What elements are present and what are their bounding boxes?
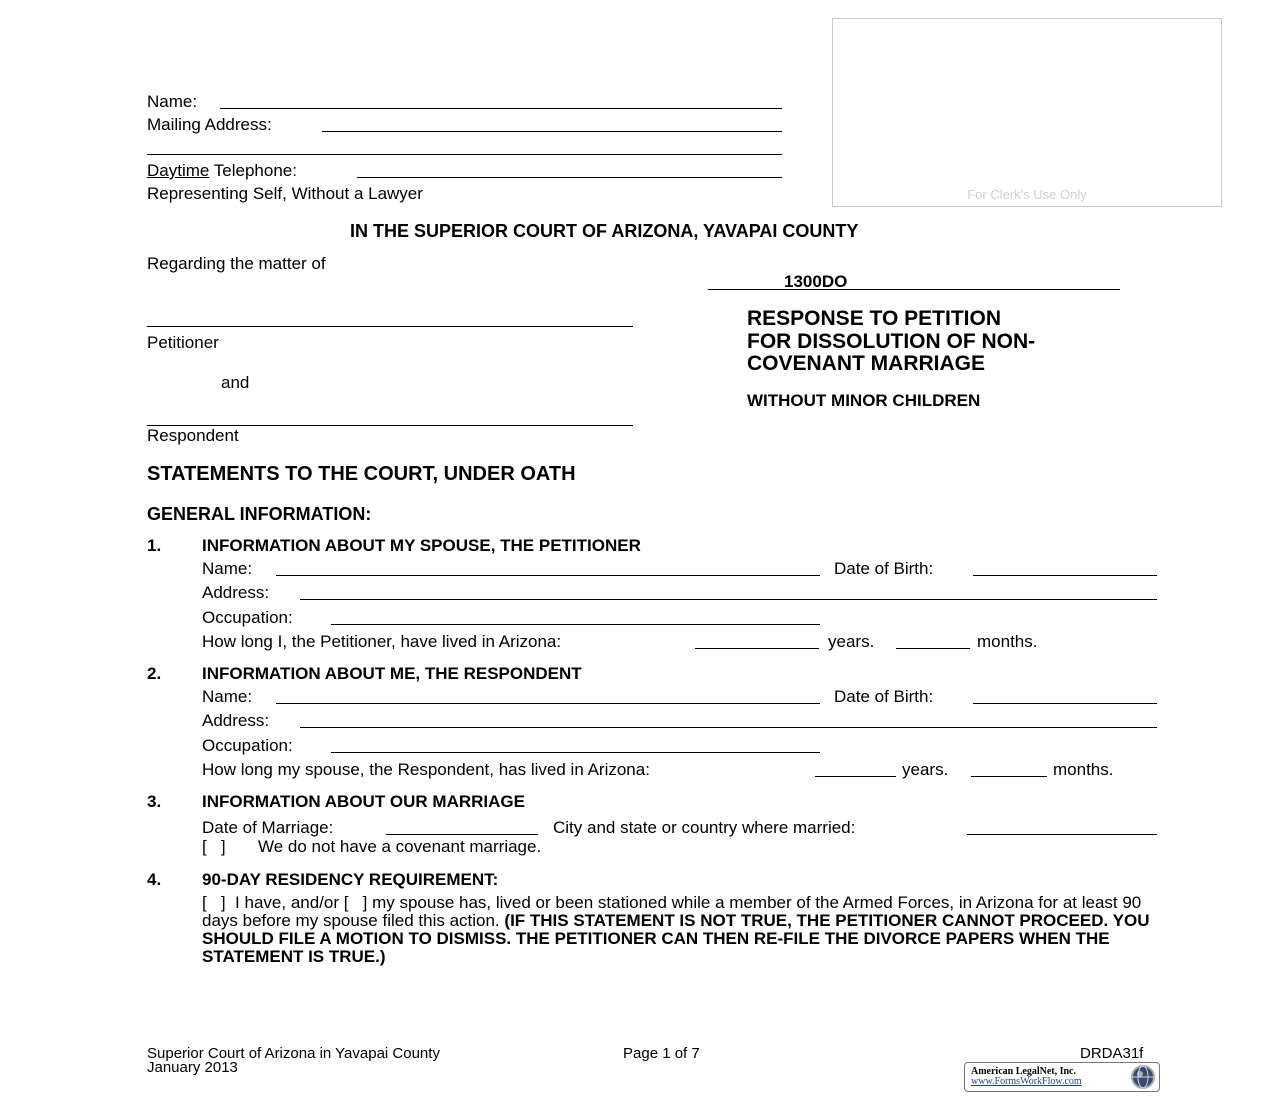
marriage-place-field[interactable]: [967, 834, 1157, 835]
covenant-checkbox[interactable]: [ ]: [202, 837, 226, 856]
mailing-address-field-2[interactable]: [147, 154, 782, 155]
section-3-title: INFORMATION ABOUT OUR MARRIAGE: [202, 792, 525, 811]
s2-address-label: Address:: [202, 711, 270, 730]
s2-years-field[interactable]: [815, 776, 896, 777]
daytime-text: Daytime: [147, 161, 210, 180]
and-text: and: [221, 373, 250, 392]
case-number-field[interactable]: [708, 289, 1120, 290]
mailing-address-label: Mailing Address:: [147, 115, 272, 134]
residency-warning: (IF THIS STATEMENT IS NOT TRUE, THE PETITIONER CANNOT PROCEED. YOU SHOULD FILE A MOTION TO DISMISS. THE PETITIONER CAN THEN RE-FILE THE DIVORCE PAPERS WHEN THE STATEMENT IS TRUE.): [202, 911, 1150, 966]
residency-statement: [202, 894, 1157, 966]
covenant-text: We do not have a covenant marriage.: [258, 837, 542, 856]
footer-code: DRDA31f: [1080, 1045, 1144, 1062]
representing-text: Representing Self, Without a Lawyer: [147, 184, 423, 203]
s1-howlong-label: How long I, the Petitioner, have lived in Arizona:: [202, 632, 562, 651]
section-2-title: INFORMATION ABOUT ME, THE RESPONDENT: [202, 664, 582, 683]
doc-title-line-3: COVENANT MARRIAGE: [747, 352, 986, 375]
s2-months-field[interactable]: [971, 776, 1047, 777]
court-title: IN THE SUPERIOR COURT OF ARIZONA, YAVAPAI COUNTY: [350, 221, 859, 241]
footer-page: Page 1 of 7: [623, 1045, 700, 1062]
s2-howlong-label: How long my spouse, the Respondent, has lived in Arizona:: [202, 760, 650, 779]
section-4-number: 4.: [147, 870, 162, 889]
footer-court: Superior Court of Arizona in Yavapai County: [147, 1045, 440, 1062]
doc-subtitle: WITHOUT MINOR CHILDREN: [747, 391, 981, 410]
globe-icon: [1130, 1064, 1156, 1090]
s2-dob-field[interactable]: [973, 703, 1157, 704]
respondent-label: Respondent: [147, 426, 239, 445]
s1-name-label: Name:: [202, 559, 253, 578]
name-label: Name:: [147, 92, 198, 111]
s1-dob-field[interactable]: [973, 575, 1157, 576]
section-1-title: INFORMATION ABOUT MY SPOUSE, THE PETITIONER: [202, 536, 641, 555]
section-1-number: 1.: [147, 536, 162, 555]
s2-months-label: months.: [1053, 760, 1114, 779]
name-field[interactable]: [220, 108, 782, 109]
legalnet-logo[interactable]: [964, 1062, 1160, 1092]
telephone-field[interactable]: [357, 177, 782, 178]
s1-name-field[interactable]: [276, 575, 820, 576]
statements-heading: STATEMENTS TO THE COURT, UNDER OATH: [147, 463, 576, 485]
s2-name-field[interactable]: [276, 703, 820, 704]
doc-title-line-1: RESPONSE TO PETITION: [747, 307, 1001, 330]
clerk-use-box: [832, 18, 1222, 207]
petitioner-field[interactable]: [147, 326, 633, 327]
s2-years-label: years.: [902, 760, 949, 779]
section-2-number: 2.: [147, 664, 162, 683]
logo-url[interactable]: www.FormsWorkFlow.com: [971, 1076, 1082, 1087]
general-info-heading: GENERAL INFORMATION:: [147, 504, 372, 524]
telephone-text: Telephone:: [213, 161, 297, 180]
marriage-date-field[interactable]: [386, 834, 538, 835]
marriage-place-label: City and state or country where married:: [553, 818, 856, 837]
s2-name-label: Name:: [202, 687, 253, 706]
case-number: 1300DO: [784, 272, 848, 291]
s2-dob-label: Date of Birth:: [834, 687, 934, 706]
s2-occupation-label: Occupation:: [202, 736, 293, 755]
section-4-title: 90-DAY RESIDENCY REQUIREMENT:: [202, 870, 499, 889]
s1-address-field[interactable]: [300, 599, 1157, 600]
s2-occupation-field[interactable]: [331, 752, 820, 753]
residency-text: [ ] I have, and/or [ ] my spouse has, lived or been stationed while a member of the Armed Forces, in Arizona for at least 90 days before my spouse filed this action.: [202, 893, 1146, 930]
s1-years-label: years.: [828, 632, 875, 651]
s1-occupation-field[interactable]: [331, 624, 820, 625]
s1-months-label: months.: [977, 632, 1038, 651]
marriage-date-label: Date of Marriage:: [202, 818, 334, 837]
s1-occupation-label: Occupation:: [202, 608, 293, 627]
s1-months-field[interactable]: [896, 648, 970, 649]
s1-years-field[interactable]: [695, 648, 819, 649]
telephone-label: [147, 161, 297, 181]
s1-address-label: Address:: [202, 583, 270, 602]
clerk-use-label: For Clerk's Use Only: [967, 187, 1087, 202]
doc-title-line-2: FOR DISSOLUTION OF NON-: [747, 330, 1036, 353]
s1-dob-label: Date of Birth:: [834, 559, 934, 578]
footer-date: January 2013: [147, 1059, 238, 1076]
regarding-text: Regarding the matter of: [147, 254, 326, 273]
petitioner-label: Petitioner: [147, 333, 219, 352]
s2-address-field[interactable]: [300, 727, 1157, 728]
mailing-address-field[interactable]: [322, 131, 782, 132]
section-3-number: 3.: [147, 792, 162, 811]
logo-company: American LegalNet, Inc.: [971, 1066, 1076, 1077]
